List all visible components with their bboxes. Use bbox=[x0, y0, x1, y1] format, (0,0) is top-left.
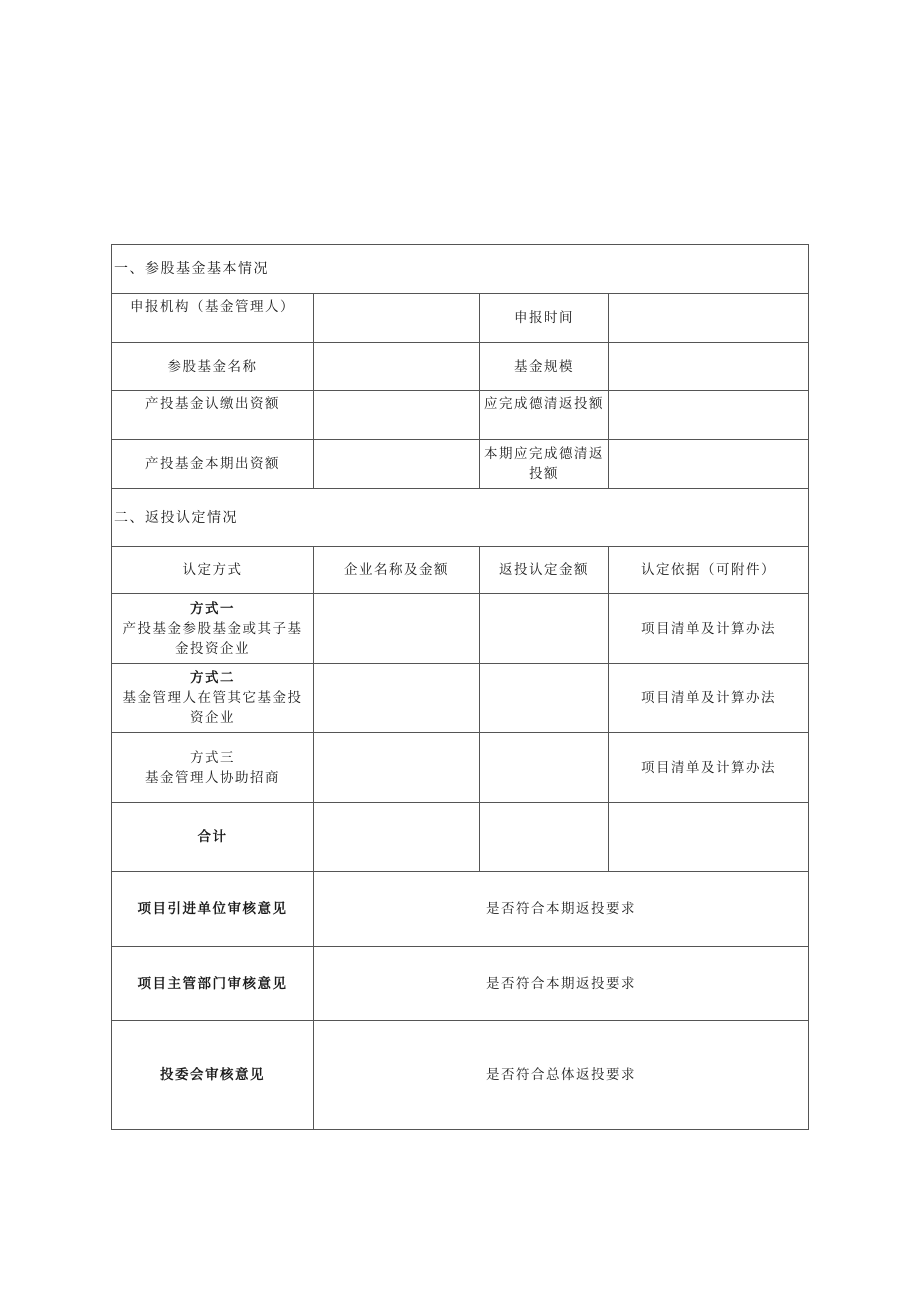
due-reinvest-label: 应完成德清返投额 bbox=[480, 391, 609, 440]
subscribed-capital-label: 产投基金认缴出资额 bbox=[112, 391, 314, 440]
method-3-amount-cell[interactable] bbox=[480, 733, 609, 803]
subscribed-capital-value-cell[interactable] bbox=[314, 391, 480, 440]
method-1-amount-cell[interactable] bbox=[480, 594, 609, 664]
period-capital-label: 产投基金本期出资额 bbox=[112, 440, 314, 489]
fund-name-value-cell[interactable] bbox=[314, 343, 480, 391]
section-1-title: 一、参股基金基本情况 bbox=[112, 245, 809, 294]
section-1-header-row bbox=[112, 245, 809, 294]
period-due-reinvest-label bbox=[480, 440, 609, 489]
method-1-desc-line1: 产投基金参股基金或其子基 bbox=[122, 620, 303, 637]
period-capital-value-cell[interactable] bbox=[314, 440, 480, 489]
fund-scale-label: 基金规模 bbox=[480, 343, 609, 391]
method-1-basis: 项目清单及计算办法 bbox=[609, 594, 809, 664]
total-label: 合计 bbox=[112, 803, 314, 872]
apply-time-label: 申报时间 bbox=[480, 294, 609, 343]
method-3-row bbox=[112, 733, 809, 803]
review-row-3 bbox=[112, 1021, 809, 1130]
header-company-amount: 企业名称及金额 bbox=[314, 547, 480, 594]
method-2-company-cell[interactable] bbox=[314, 664, 480, 733]
method-1-company-cell[interactable] bbox=[314, 594, 480, 664]
method-2-row bbox=[112, 664, 809, 733]
fund-scale-value-cell[interactable] bbox=[609, 343, 809, 391]
period-due-reinvest-line2: 投额 bbox=[529, 466, 559, 482]
method-2-label bbox=[112, 664, 314, 733]
total-amount-cell[interactable] bbox=[480, 803, 609, 872]
review-row-1 bbox=[112, 872, 809, 947]
review-3-label: 投委会审核意见 bbox=[112, 1021, 314, 1130]
method-1-title: 方式一 bbox=[190, 600, 235, 617]
review-2-text[interactable]: 是否符合本期返投要求 bbox=[314, 947, 809, 1021]
section-2-header-row bbox=[112, 489, 809, 547]
header-reinvest-amount: 返投认定金额 bbox=[480, 547, 609, 594]
method-1-desc-line2: 金投资企业 bbox=[175, 640, 250, 657]
method-3-title: 方式三 bbox=[190, 749, 235, 766]
total-basis-cell[interactable] bbox=[609, 803, 809, 872]
method-3-basis: 项目清单及计算办法 bbox=[609, 733, 809, 803]
method-3-desc-line1: 基金管理人协助招商 bbox=[145, 769, 280, 786]
review-row-2 bbox=[112, 947, 809, 1021]
period-due-reinvest-line1: 本期应完成德清返 bbox=[484, 446, 604, 462]
method-2-amount-cell[interactable] bbox=[480, 664, 609, 733]
method-2-basis: 项目清单及计算办法 bbox=[609, 664, 809, 733]
header-basis: 认定依据（可附件） bbox=[609, 547, 809, 594]
method-2-desc-line2: 资企业 bbox=[190, 710, 235, 726]
method-3-company-cell[interactable] bbox=[314, 733, 480, 803]
fund-name-label: 参股基金名称 bbox=[112, 343, 314, 391]
total-row bbox=[112, 803, 809, 872]
applicant-row bbox=[112, 294, 809, 343]
review-3-text[interactable]: 是否符合总体返投要求 bbox=[314, 1021, 809, 1130]
review-1-label: 项目引进单位审核意见 bbox=[112, 872, 314, 947]
section-2-title: 二、返投认定情况 bbox=[112, 489, 809, 547]
subscribed-capital-row bbox=[112, 391, 809, 440]
applicant-value-cell[interactable] bbox=[314, 294, 480, 343]
section-2-column-headers bbox=[112, 547, 809, 594]
review-1-text[interactable]: 是否符合本期返投要求 bbox=[314, 872, 809, 947]
total-company-cell[interactable] bbox=[314, 803, 480, 872]
due-reinvest-value-cell[interactable] bbox=[609, 391, 809, 440]
apply-time-value-cell[interactable] bbox=[609, 294, 809, 343]
reinvestment-form-table bbox=[111, 244, 809, 1130]
header-method: 认定方式 bbox=[112, 547, 314, 594]
review-2-label: 项目主管部门审核意见 bbox=[112, 947, 314, 1021]
method-3-label bbox=[112, 733, 314, 803]
method-1-row bbox=[112, 594, 809, 664]
period-due-reinvest-value-cell[interactable] bbox=[609, 440, 809, 489]
method-1-label bbox=[112, 594, 314, 664]
method-2-title: 方式二 bbox=[190, 670, 235, 686]
period-capital-row bbox=[112, 440, 809, 489]
fund-name-row bbox=[112, 343, 809, 391]
method-2-desc-line1: 基金管理人在管其它基金投 bbox=[122, 690, 303, 706]
applicant-label: 申报机构（基金管理人） bbox=[112, 294, 314, 343]
